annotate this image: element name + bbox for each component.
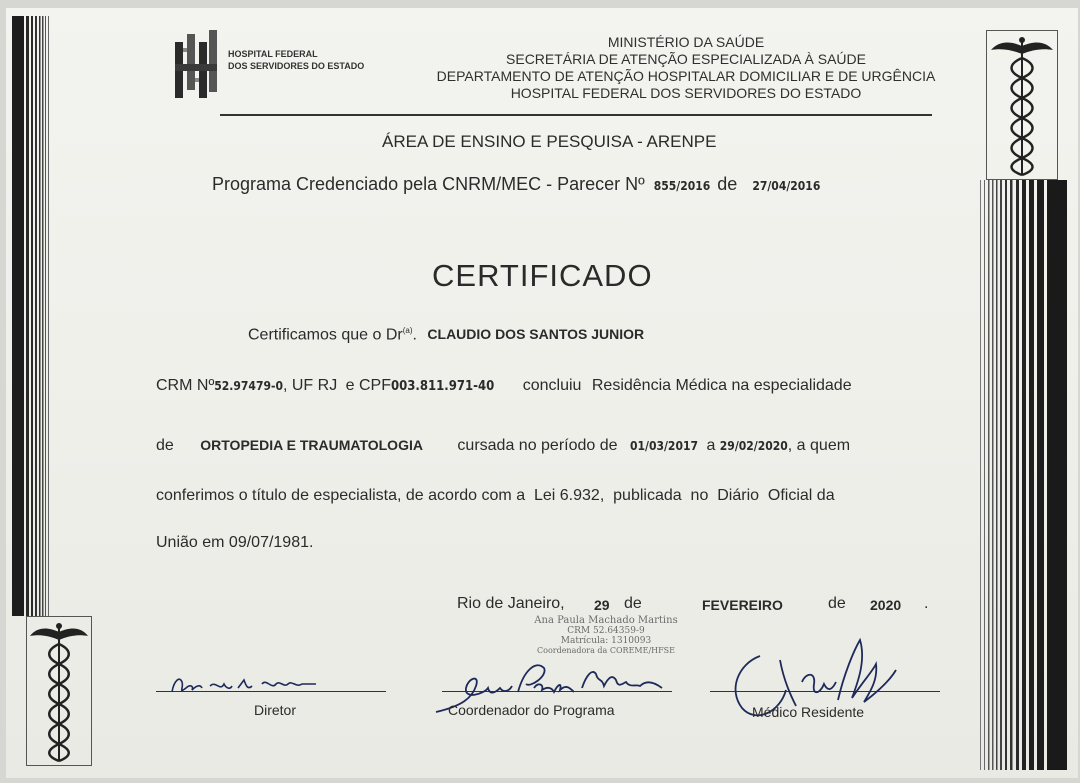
stamp-line-3: Matrícula: 1310093 (560, 636, 652, 646)
certify-text: Certificamos que o Dr (248, 326, 403, 344)
crm-label: CRM Nº (156, 377, 215, 394)
body-line-4: conferimos o título de especialista, de acordo com a Lei 6.932, publicada no Diário Oficial da (156, 487, 835, 504)
resident-label: Médico Residente (752, 704, 865, 720)
left-caduceus-icon (26, 616, 92, 766)
coordinator-label: Coordenador do Programa (448, 702, 615, 718)
specialty-value: ORTOPEDIA E TRAUMATOLOGIA (200, 437, 423, 453)
city-text: Rio de Janeiro, (457, 595, 565, 612)
date-dot: . (924, 595, 929, 612)
end-date: 29/02/2020 (719, 439, 788, 453)
specialty-line (156, 437, 946, 455)
certify-line (248, 326, 644, 344)
date-de-1: de (624, 595, 642, 612)
resident-signature-icon (720, 620, 910, 740)
program-prefix: Programa Credenciado pela CNRM/MEC - Parecer Nº (212, 174, 645, 194)
certify-dot: . (412, 326, 417, 344)
header-line-1: MINISTÉRIO DA SAÚDE (607, 34, 765, 50)
residencia-text: Residência Médica na especialidade (591, 377, 852, 394)
right-border-stripes (978, 180, 1070, 770)
recipient-name: CLAUDIO DOS SANTOS JUNIOR (427, 326, 645, 343)
uf-value: RJ (317, 377, 338, 394)
header-line-2: SECRETÁRIA DE ATENÇÃO ESPECIALIZADA À SAÚDE (506, 51, 866, 67)
certificate-sheet (6, 8, 1078, 778)
date-month: FEVEREIRO (702, 597, 783, 613)
program-date: 27/04/2016 (752, 179, 821, 193)
program-de: de (717, 174, 738, 194)
de-text: de (156, 437, 174, 454)
a-text: a (706, 437, 716, 454)
cpf-value: 003.811.971-40 (391, 379, 495, 394)
program-parecer: 855/2016 (653, 179, 711, 193)
date-de-2: de (828, 595, 846, 612)
date-day: 29 (594, 597, 610, 613)
cpf-label: e CPF (345, 377, 391, 394)
header-block (406, 34, 966, 102)
stamp-line-2: CRM 52.64359-9 (567, 626, 645, 636)
logo-line-1: HOSPITAL FEDERAL (228, 49, 318, 59)
program-line (212, 174, 820, 195)
logo-line-2: DOS SERVIDORES DO ESTADO (228, 61, 365, 71)
certify-superscript: (a) (402, 326, 413, 335)
uf-label: , UF (282, 377, 314, 394)
stamp-line-4: Coordenadora da COREME/HFSE (537, 646, 675, 655)
cursada-text: cursada no período de (457, 437, 618, 454)
date-year: 2020 (870, 597, 902, 613)
page-title: CERTIFICADO (432, 258, 653, 293)
crm-line (156, 377, 852, 395)
start-date: 01/03/2017 (630, 439, 698, 453)
header-line-4: HOSPITAL FEDERAL DOS SERVIDORES DO ESTADO (510, 85, 862, 101)
a-quem-text: , a quem (787, 437, 851, 454)
right-caduceus-icon (986, 30, 1058, 180)
director-signature-icon (166, 670, 346, 698)
stamp-line-1: Ana Paula Machado Martins (534, 615, 678, 626)
area-heading: ÁREA DE ENSINO E PESQUISA - ARENPE (382, 132, 717, 151)
header-line-3: DEPARTAMENTO DE ATENÇÃO HOSPITALAR DOMICILIAR E DE URGÊNCIA (436, 68, 936, 84)
left-border-stripes (10, 16, 52, 616)
header-rule (220, 114, 932, 116)
body-line-5: União em 09/07/1981. (156, 534, 314, 551)
director-label: Diretor (254, 702, 297, 718)
concluiu-text: concluiu (522, 377, 582, 394)
crm-value: 52.97479-0 (214, 379, 283, 393)
hospital-logo-icon (171, 28, 221, 104)
